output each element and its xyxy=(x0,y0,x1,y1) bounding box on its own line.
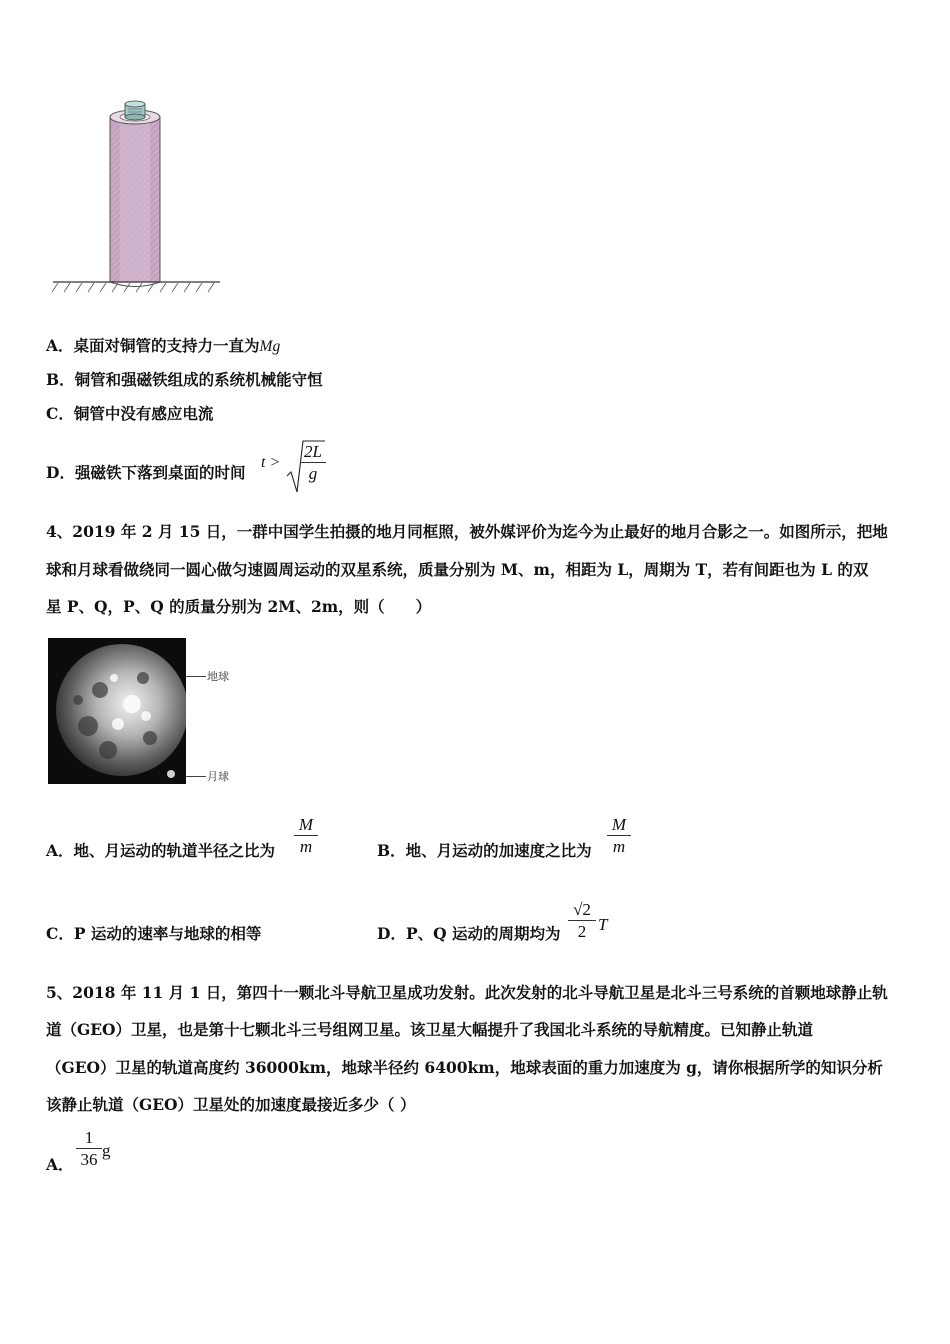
q4-option-b-num: M xyxy=(607,815,631,836)
q4-option-c-text: P 运动的速率与地球的相等 xyxy=(73,924,262,943)
q4-option-a-den: m xyxy=(299,837,313,856)
q4-option-b-fraction xyxy=(607,815,631,858)
q5-stem-line-4: 该静止轨道（GEO）卫星处的加速度最接近多少（ ） xyxy=(46,1095,416,1114)
q5-option-a-label: A． xyxy=(46,1155,74,1174)
q4-option-d-den: 2 xyxy=(577,922,587,941)
q4-option-a-num: M xyxy=(294,815,318,836)
q3-option-d-prefix: t > xyxy=(261,454,281,471)
q5-option-a xyxy=(46,1155,74,1175)
earth-pointer xyxy=(186,676,206,677)
q3-option-b xyxy=(46,370,323,390)
moon-disk xyxy=(167,770,175,778)
q4-option-b-label: B． xyxy=(377,841,406,860)
q4-option-a xyxy=(46,841,275,861)
q4-option-a-label: A． xyxy=(46,841,74,860)
q5-stem-line-2: 道（GEO）卫星，也是第十七颗北斗三号组网卫星。该卫星大幅提升了我国北斗系统的导航精度。已知静止轨道 xyxy=(46,1020,814,1039)
q4-option-d-fraction xyxy=(568,900,596,943)
moon-pointer xyxy=(186,776,206,777)
q3-option-d-text: 强磁铁下落到桌面的时间 xyxy=(74,463,246,482)
q3-option-a xyxy=(46,336,280,357)
q4-option-b-den: m xyxy=(612,837,626,856)
q4-option-d-label: D． xyxy=(377,924,406,943)
q3-option-d xyxy=(46,463,245,483)
q3-option-b-text: 铜管和强磁铁组成的系统机械能守恒 xyxy=(74,370,323,389)
q3-option-a-math: Mg xyxy=(259,338,281,355)
moon-label: 月球 xyxy=(207,770,229,783)
earth-disk xyxy=(56,644,186,776)
q4-option-d-text: P、Q 运动的周期均为 xyxy=(405,924,561,943)
q5-option-a-suffix: g xyxy=(102,1141,111,1160)
q5-stem-line-1: 5、2018 年 11 月 1 日，第四十一颗北斗导航卫星成功发射。此次发射的北斗导航卫星是北斗三号系统的首颗地球静止轨 xyxy=(46,983,888,1002)
q3-option-d-label: D． xyxy=(46,463,75,482)
q3-option-c-text: 铜管中没有感应电流 xyxy=(73,404,214,423)
q3-option-d-fraction xyxy=(300,442,326,485)
q4-option-c-label: C． xyxy=(46,924,74,943)
q4-option-d-num: √2 xyxy=(568,900,596,921)
q5-option-a-den: 36 xyxy=(80,1150,98,1169)
q4-option-b xyxy=(377,841,592,861)
q3-option-c xyxy=(46,404,213,424)
magnet-icon xyxy=(125,101,145,120)
q4-stem-line-3: 星 P、Q，P、Q 的质量分别为 2M、2m，则（ ） xyxy=(46,597,432,616)
q4-option-c xyxy=(46,924,261,944)
q5-option-a-num: 1 xyxy=(76,1128,102,1149)
earth-label: 地球 xyxy=(207,670,229,683)
q3-option-a-label: A． xyxy=(46,336,74,355)
q3-option-c-label: C． xyxy=(46,404,74,423)
q4-option-d-suffix: T xyxy=(598,915,608,934)
q3-option-b-label: B． xyxy=(46,370,75,389)
q4-option-a-fraction xyxy=(294,815,318,858)
earth-moon-photo xyxy=(48,638,186,784)
q4-option-d xyxy=(377,924,561,944)
q4-stem-line-1: 4、2019 年 2 月 15 日，一群中国学生拍摄的地月同框照，被外媒评价为迄今为止最好的地月合影之一。如图所示，把地 xyxy=(46,522,888,541)
q5-option-a-fraction xyxy=(76,1128,102,1171)
q5-stem-line-3: （GEO）卫星的轨道高度约 36000km，地球半径约 6400km，地球表面的重力加速度为 g，请你根据所学的知识分析 xyxy=(46,1058,883,1077)
q3-option-d-den: g xyxy=(308,464,318,483)
q4-option-b-text: 地、月运动的加速度之比为 xyxy=(405,841,592,860)
q4-stem-line-2: 球和月球看做绕同一圆心做匀速圆周运动的双星系统，质量分别为 M、m，相距为 L，周期为 T，若有间距也为 L 的双 xyxy=(46,560,869,579)
q3-option-a-text: 桌面对铜管的支持力一直为 xyxy=(73,336,260,355)
q4-option-a-text: 地、月运动的轨道半径之比为 xyxy=(73,841,276,860)
copper-tube-figure xyxy=(48,95,228,305)
q3-option-d-num: 2L xyxy=(300,442,326,463)
